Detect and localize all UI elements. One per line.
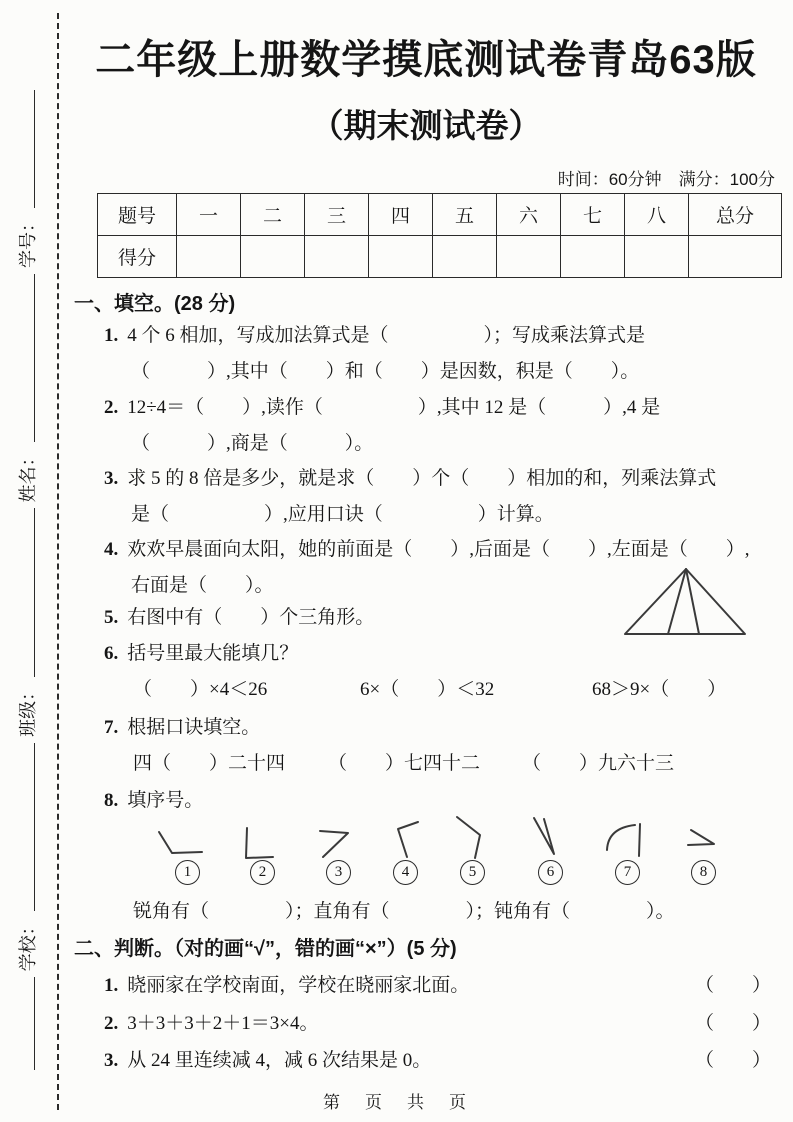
school-write-in-line <box>34 743 35 911</box>
figure-label-7: 7 <box>615 860 640 885</box>
angle-figure-8-acute <box>682 824 722 850</box>
question-text: 12÷4＝（ ）,读作（ ）,其中 12 是（ ）,4 是 <box>127 397 661 418</box>
page-title: 二年级上册数学摸底测试卷青岛63版 <box>95 38 757 82</box>
angle-figure-7-curved <box>600 818 646 860</box>
empty-score-cell <box>369 236 433 278</box>
question-8-answer-line: 锐角有（ ）；直角有（ ）；钝角有（ ）。 <box>133 901 675 922</box>
question-1-line-1 <box>104 320 645 347</box>
question-text: 欢欢早晨面向太阳，她的前面是（ ）,后面是（ ）,左面是（ ）, <box>127 539 750 560</box>
header-cell: 四 <box>369 194 433 236</box>
angle-figure-5-obtuse <box>450 812 490 862</box>
judge-text: 从 24 里连续减 4，减 6 次结果是 0。 <box>127 1050 432 1071</box>
question-text: 右图中有（ ）个三角形。 <box>127 607 375 628</box>
write-in-line <box>34 977 35 1070</box>
angle-figure-6-narrow-acute <box>528 812 563 858</box>
score-table <box>97 193 782 278</box>
question-2-line-2: （ ）,商是（ ）。 <box>131 433 374 454</box>
page-footer: 第 页 共 页 <box>323 1093 470 1112</box>
class-write-in-line <box>34 508 35 676</box>
name-label: 姓名： <box>18 448 38 503</box>
figure-label-2: 2 <box>250 860 275 885</box>
empty-score-cell <box>497 236 561 278</box>
header-cell: 二 <box>241 194 305 236</box>
figure-label-8: 8 <box>691 860 716 885</box>
time-score-info: 时间：60分钟 满分：100分 <box>557 170 775 189</box>
judge-item-1 <box>104 970 469 997</box>
question-number: 1. <box>104 325 119 346</box>
figure-label-5: 5 <box>460 860 485 885</box>
question-number: 3. <box>104 468 119 489</box>
score-table-score-row <box>98 236 782 278</box>
section-one-heading: 一、填空。(28 分) <box>74 293 236 315</box>
question-number: 8. <box>104 790 119 811</box>
question-6-expression-1: （ ）×4＜26 <box>133 679 268 700</box>
header-cell: 六 <box>497 194 561 236</box>
question-number: 1. <box>104 975 119 996</box>
question-text: 括号里最大能填几？ <box>127 643 299 664</box>
section-two-heading: 二、判断。（对的画“√”，错的画“×”）(5 分) <box>74 938 457 960</box>
header-cell: 七 <box>561 194 625 236</box>
question-8-line-1 <box>104 785 203 812</box>
header-cell: 八 <box>625 194 689 236</box>
empty-score-cell <box>305 236 369 278</box>
empty-score-cell <box>177 236 241 278</box>
student-number-write-in-line <box>34 90 35 208</box>
empty-score-cell <box>625 236 689 278</box>
header-cell: 一 <box>177 194 241 236</box>
angle-figure-1-obtuse <box>150 825 210 860</box>
empty-score-cell <box>433 236 497 278</box>
header-cell: 五 <box>433 194 497 236</box>
question-number: 5. <box>104 607 119 628</box>
judge-text: 晓丽家在学校南面，学校在晓丽家北面。 <box>127 975 470 996</box>
empty-score-cell <box>561 236 625 278</box>
question-number: 4. <box>104 539 119 560</box>
question-1-line-2: （ ）,其中（ ）和（ ）是因数，积是（ ）。 <box>131 361 640 382</box>
question-4-line-1 <box>104 534 750 561</box>
header-cell: 总分 <box>689 194 782 236</box>
question-2-line-1 <box>104 392 660 419</box>
question-5-line-1 <box>104 602 374 629</box>
question-number: 6. <box>104 643 119 664</box>
student-number-label: 学号： <box>18 213 38 268</box>
judge-answer-bracket-2: （ ） <box>695 1013 772 1034</box>
header-cell: 题号 <box>98 194 177 236</box>
figure-label-3: 3 <box>326 860 351 885</box>
question-text: 4 个 6 相加，写成加法算式是（ ）；写成乘法算式是 <box>127 325 646 346</box>
question-text: 根据口诀填空。 <box>127 717 261 738</box>
question-number: 7. <box>104 717 119 738</box>
fold-dashed-line <box>57 13 59 1110</box>
score-row-label: 得分 <box>98 236 177 278</box>
page-subtitle: （期末测试卷） <box>310 107 542 144</box>
judge-item-2 <box>104 1008 318 1035</box>
school-label: 学校： <box>18 917 38 972</box>
figure-label-6: 6 <box>538 860 563 885</box>
angle-figure-2-right <box>240 824 280 862</box>
question-7-expression-2: （ ）七四十二 <box>328 753 481 774</box>
student-info-margin <box>7 90 47 1070</box>
question-number: 2. <box>104 1013 119 1034</box>
question-6-expression-2: 6×（ ）＜32 <box>360 679 495 700</box>
question-number: 2. <box>104 397 119 418</box>
header-cell: 三 <box>305 194 369 236</box>
figure-label-1: 1 <box>175 860 200 885</box>
question-text: 求 5 的 8 倍是多少，就是求（ ）个（ ）相加的和，列乘法算式 <box>127 468 717 489</box>
angle-figure-4 <box>390 816 428 861</box>
empty-score-cell <box>689 236 782 278</box>
question-7-line-1 <box>104 712 260 739</box>
judge-answer-bracket-1: （ ） <box>695 975 772 996</box>
judge-item-3 <box>104 1045 431 1072</box>
score-table-header-row <box>98 194 782 236</box>
judge-text: 3＋3＋3＋2＋1＝3×4。 <box>127 1013 319 1034</box>
question-3-line-2: 是（ ）,应用口诀（ ）计算。 <box>131 504 554 525</box>
triangle-figure <box>612 560 762 645</box>
angle-figure-3-acute <box>312 825 357 861</box>
question-number: 3. <box>104 1050 119 1071</box>
class-label: 班级： <box>18 682 38 737</box>
question-7-expression-3: （ ）九六十三 <box>522 753 675 774</box>
question-6-line-1 <box>104 638 298 665</box>
name-write-in-line <box>34 274 35 442</box>
question-7-expression-1: 四（ ）二十四 <box>133 753 286 774</box>
empty-score-cell <box>241 236 305 278</box>
figure-label-4: 4 <box>393 860 418 885</box>
question-text: 填序号。 <box>127 790 204 811</box>
question-3-line-1 <box>104 463 716 490</box>
question-4-line-2: 右面是（ ）。 <box>131 575 274 596</box>
question-6-expression-3: 68＞9×（ ） <box>592 679 727 700</box>
judge-answer-bracket-3: （ ） <box>695 1050 772 1071</box>
